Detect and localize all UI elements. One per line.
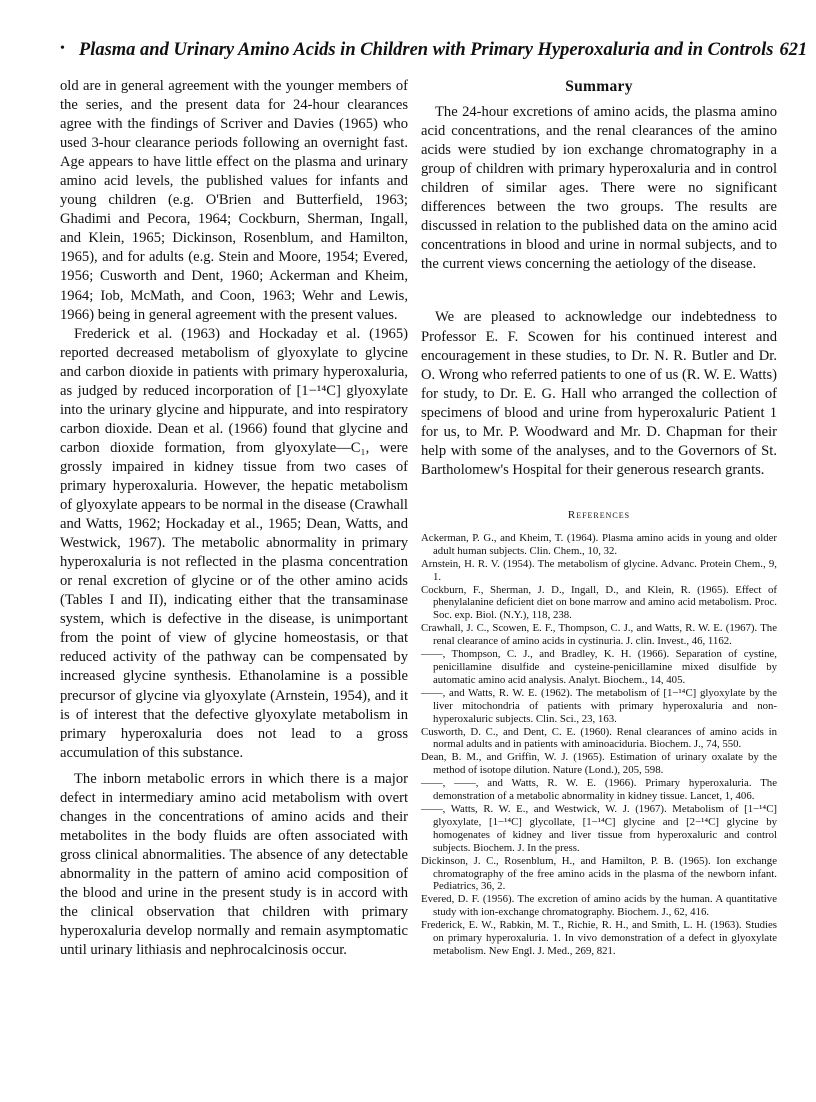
left-column <box>60 77 408 960</box>
reference-item: Dean, B. M., and Griffin, W. J. (1965). Estimation of urinary oxalate by the method of isotope dilution. Nature (Lond.), 205, 598. <box>421 751 777 777</box>
right-column <box>421 77 777 958</box>
reference-item: Evered, D. F. (1956). The excretion of amino acids by the human. A quantitative study with ion-exchange chromatography. Biochem. J., 62, 416. <box>421 893 777 919</box>
reference-item: Crawhall, J. C., Scowen, E. F., Thompson, C. J., and Watts, R. W. E. (1967). The renal clearance of amino acids in cystinuria. J. clin. Invest., 46, 1162. <box>421 622 777 648</box>
references-heading: References <box>567 508 631 521</box>
summary-heading: Summary <box>565 78 633 95</box>
running-header <box>60 40 808 61</box>
reference-item: Dickinson, J. C., Rosenblum, H., and Hamilton, P. B. (1965). Ion exchange chromatography of the free amino acids in the plasma of the newborn infant. Pediatrics, 36, 2. <box>421 854 777 893</box>
reference-item: ——, ——, and Watts, R. W. E. (1966). Primary hyperoxaluria. The demonstration of a metabolic abnormality in kidney tissue. Lancet, 1, 406. <box>421 777 777 803</box>
paragraph-age-effects: old are in general agreement with the younger members of the series, and the present data for 24-hour clearances agree with the findings of Scriver and Davies (1965) who used 3-hour clearance periods following an overnight fast. Age appears to have little effect on the plasma and urinary amino acid levels, the published values for infants and young children (e.g. O'Brien and Butterfield, 1963; Ghadimi and Pecora, 1964; Cockburn, Sherman, Ingall, and Klein, 1965; Dickinson, Rosenblum, and Hamilton, 1965), and for adults (e.g. Stein and Moore, 1954; Evered, 1956; Cusworth and Dent, 1960; Ackerman and Kheim, 1964; Iob, McMath, and Coon, 1963; Wehr and Lewis, 1966) being in general agreement with the present values. <box>60 78 408 323</box>
header-bullet: • <box>60 41 65 56</box>
paragraph-glyoxylate-metabolism: Frederick et al. (1963) and Hockaday et al. (1965) reported decreased metabolism of glyoxylate to glycine and carbon dioxide in patients with primary hyperoxaluria, as judged by reduced incorporation of [1−¹⁴C] glyoxylate into the urinary glycine and hippurate, and into respiratory carbon dioxide. Dean et al. (1966) found that glycine and carbon dioxide formation, from glyoxylate—C₁, were grossly impaired in kidney tissue from two cases of primary hyperoxaluria. However, the hepatic metabolism of glyoxylate appears to be normal in the disease (Crawhall and Watts, 1962; Hockaday et al., 1965; Dean, Watts, and Westwick, 1967). The metabolic abnormality in primary hyperoxaluria is not reflected in the plasma concentration or renal excretion of glycine or of the other amino acids (Tables I and II), indicating either that the transaminase system, which is defective in the disease, is unimportant from the point of view of glycine homeostasis, or that reduced activity of the pathway can be compensated by increased glycine synthesis. Ethanolamine is a possible precursor of glycine via glyoxylate (Arnstein, 1954), and it is of interest that the defective glyoxylate metabolism in primary hyperoxaluria does not lead to a gross accumulation of this substance. <box>60 325 408 761</box>
reference-item: ——, Thompson, C. J., and Bradley, K. H. (1966). Separation of cystine, penicillamine disulfide and cysteine-penicillamine mixed disulfide by automatic amino acid analysis. Analyt. Biochem., 14, 405. <box>421 648 777 686</box>
reference-item: ——, Watts, R. W. E., and Westwick, W. J. (1967). Metabolism of [1−¹⁴C] glyoxylate, [1−¹⁴C] glycollate, [1−¹⁴C] glycine and [2−¹⁴C] glycine by homogenates of kidney and liver tissue from hyperoxaluric and control subjects. Biochem. J. In the press. <box>421 802 777 854</box>
reference-item: Cusworth, D. C., and Dent, C. E. (1960). Renal clearances of amino acids in normal adults and in patients with aminoaciduria. Biochem. J., 74, 550. <box>421 725 777 751</box>
reference-item: Cockburn, F., Sherman, J. D., Ingall, D., and Klein, R. (1965). Effect of phenylalanine deficient diet on bone marrow and amino acid metabolism. Proc. Soc. exp. Biol. (N.Y.), 118, 238. <box>421 583 777 622</box>
summary-text: The 24-hour excretions of amino acids, the plasma amino acid concentrations, and the renal clearances of the amino acids were studied by ion exchange chromatography in a group of children with primary hyperoxaluria and in control children of similar ages. There were no significant differences between the two groups. The results are discussed in relation to the published data on the amino acid concentrations in blood and urine in normal subjects, and to the current views concerning the aetiology of the disease. <box>421 104 777 273</box>
reference-item: Ackerman, P. G., and Kheim, T. (1964). Plasma amino acids in young and older adult human subjects. Clin. Chem., 10, 32. <box>421 531 777 557</box>
reference-list <box>421 532 777 958</box>
reference-item: Frederick, E. W., Rabkin, M. T., Richie, R. H., and Smith, L. H. (1963). Studies on primary hyperoxaluria. 1. In vivo demonstration of a defect in glyoxylate metabolism. New Engl. J. Med., 269, 821. <box>421 919 777 957</box>
reference-item: Arnstein, H. R. V. (1954). The metabolism of glycine. Advanc. Protein Chem., 9, 1. <box>421 557 777 583</box>
reference-item: ——, and Watts, R. W. E. (1962). The metabolism of [1−¹⁴C] glyoxylate by the liver mitochondria of patients with primary hyperoxaluria and non-hyperoxaluric subjects. Clin. Sci., 23, 163. <box>421 686 777 725</box>
running-title: Plasma and Urinary Amino Acids in Children with Primary Hyperoxaluria and in Controls <box>78 40 774 60</box>
paragraph-inborn-errors: The inborn metabolic errors in which there is a major defect in intermediary amino acid metabolism with overt changes in the concentrations of amino acids and their metabolites in the body fluids are often associated with gross clinical abnormalities. The absence of any detectable abnormality in the pattern of amino acid composition of the blood and urine in the present study is in accord with the clinical observation that children with primary hyperoxaluria develop normally and remain asymptomatic until urinary lithiasis and nephrocalcinosis occur. <box>60 770 408 959</box>
page-number: 621 <box>779 40 808 60</box>
acknowledgement-text: We are pleased to acknowledge our indebtedness to Professor E. F. Scowen for his continued interest and encouragement in these studies, to Dr. N. R. Butler and Dr. O. Wrong who referred patients to one of us (R. W. E. Watts) for study, to Dr. E. G. Hall who arranged the collection of specimens of blood and urine from hyperoxaluric Patient 1 for us, to Mr. P. Woodward and Mr. D. Chapman for their help with some of the analyses, and to the Governors of St. Bartholomew's Hospital for their generous research grants. <box>421 309 777 478</box>
